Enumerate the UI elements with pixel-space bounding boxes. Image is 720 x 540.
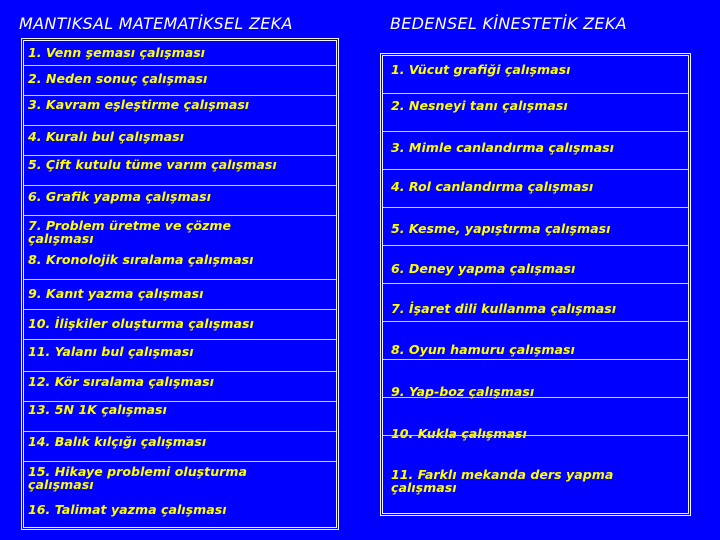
list-item-label: 11. Farklı mekanda ders yapma çalışması [391, 467, 614, 495]
list-item-label: 9. Yap-boz çalışması [391, 384, 535, 399]
list-item [24, 371, 336, 372]
list-item [383, 283, 688, 284]
list-item-label: 11. Yalanı bul çalışması [28, 344, 194, 359]
list-item [24, 461, 336, 462]
list-item-label: 5. Kesme, yapıştırma çalışması [391, 221, 611, 236]
list-item-label: 9. Kanıt yazma çalışması [28, 286, 204, 301]
list-item [383, 359, 688, 360]
list-item [24, 309, 336, 310]
list-item [383, 169, 688, 170]
list-item-label: 2. Neden sonuç çalışması [28, 71, 208, 86]
left-activity-table [21, 38, 339, 530]
list-item-label: 10. İlişkiler oluşturma çalışması [28, 316, 254, 331]
list-item [383, 397, 688, 398]
list-item-label: 14. Balık kılçığı çalışması [28, 434, 207, 449]
list-item [24, 155, 336, 156]
list-item-label: 16. Talimat yazma çalışması [28, 502, 227, 517]
list-item [24, 95, 336, 96]
list-item-label: 8. Oyun hamuru çalışması [391, 342, 575, 357]
list-item-label: 5. Çift kutulu tüme varım çalışması [28, 157, 277, 172]
list-item-label: 2. Nesneyi tanı çalışması [391, 98, 568, 113]
list-item [383, 93, 688, 94]
list-item-label: 13. 5N 1K çalışması [28, 402, 167, 417]
list-item-label: 15. Hikaye problemi oluşturma çalışması [28, 464, 247, 492]
list-item-label: 1. Vücut grafiği çalışması [391, 62, 571, 77]
right-column-heading: BEDENSEL KİNESTETİK ZEKA [390, 14, 627, 33]
list-item-label: 6. Deney yapma çalışması [391, 261, 576, 276]
list-item-label: 6. Grafik yapma çalışması [28, 189, 211, 204]
right-activity-table [380, 53, 691, 516]
list-item-label: 4. Kuralı bul çalışması [28, 129, 184, 144]
list-item [383, 131, 688, 132]
list-item-label: 3. Kavram eşleştirme çalışması [28, 97, 250, 112]
list-item-label: 3. Mimle canlandırma çalışması [391, 140, 614, 155]
list-item [24, 65, 336, 66]
list-item [24, 125, 336, 126]
list-item-label: 8. Kronolojik sıralama çalışması [28, 252, 254, 267]
list-item [24, 339, 336, 340]
list-item [383, 245, 688, 246]
left-column-heading: MANTIKSAL MATEMATİKSEL ZEKA [19, 14, 293, 33]
list-item [383, 435, 688, 436]
list-item-label: 10. Kukla çalışması [391, 426, 527, 441]
list-item-label: 4. Rol canlandırma çalışması [391, 179, 594, 194]
list-item [24, 185, 336, 186]
list-item [24, 279, 336, 280]
list-item-label: 12. Kör sıralama çalışması [28, 374, 214, 389]
list-item [383, 321, 688, 322]
list-item [383, 207, 688, 208]
list-item-label: 7. Problem üretme ve çözme çalışması [28, 218, 232, 246]
list-item-label: 1. Venn şeması çalışması [28, 45, 206, 60]
list-item-label: 7. İşaret dili kullanma çalışması [391, 301, 617, 316]
list-item [24, 431, 336, 432]
list-item [24, 215, 336, 216]
